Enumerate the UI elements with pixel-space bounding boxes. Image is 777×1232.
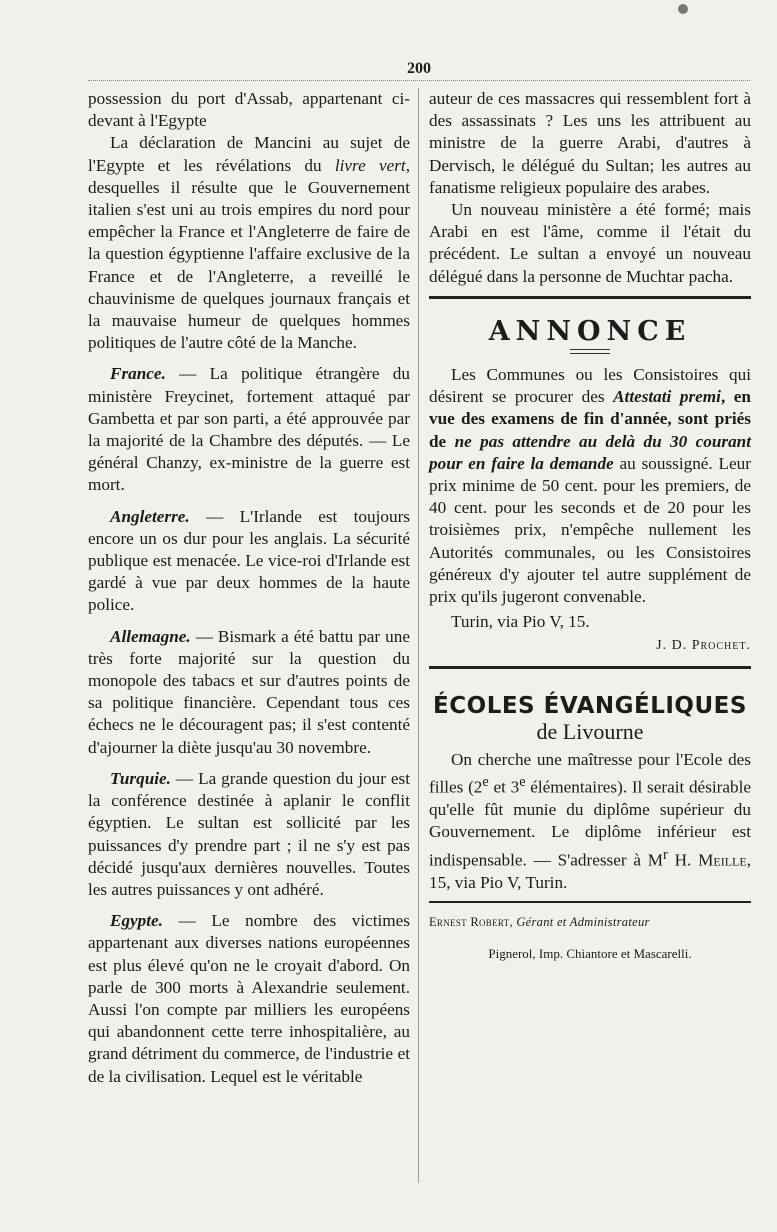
annonce-italic: Attestati premi xyxy=(613,387,721,407)
ecoles-text-part: On cherche une maîtresse pour l'Ecole des filles (2 xyxy=(429,750,751,798)
gerant-name: Ernest Robert, xyxy=(429,914,513,929)
news-text: — Bismark a été battu par une très forte majorité sur la question du monopole des tabacs et sur d'autres points de sa politique financière. Cependant tous ces échecs ne le découragent pas; il s'est contenté d'ajourner la diète jusqu'au 30 novembre. xyxy=(88,626,410,757)
ecoles-subtitle: de Livourne xyxy=(536,718,644,744)
ink-smudge xyxy=(678,4,688,14)
gerant-line xyxy=(429,911,751,933)
annonce-text xyxy=(429,364,751,608)
livre-vert-italic: livre vert xyxy=(334,155,406,175)
imprint-line: Pignerol, Imp. Chiantore et Mascarelli. xyxy=(488,945,692,961)
country-heading: Angleterre. xyxy=(110,506,190,526)
news-item-allemagne xyxy=(88,626,410,759)
annonce-text-part: Les Communes ou les Consistoires qui désirent se procurer des xyxy=(429,365,751,407)
country-heading: France. xyxy=(110,364,166,384)
paragraph-text: La déclaration de Mancini au sujet de l'Egypte et les révélations du xyxy=(88,133,410,175)
annonce-address: Turin, via Pio V, 15. xyxy=(451,612,590,632)
contact-name: Meille xyxy=(698,850,747,870)
news-item-egypte xyxy=(88,910,410,1088)
section-rule xyxy=(429,296,751,299)
continued-paragraph: auteur de ces massacres qui ressemblent fort à des assassinats ? Les uns les attribuent au ministre de la guerre Arabi, d'autres à Dervisch, le délégué du Sultan; les autres au fanatisme religieux populaire des arabes. xyxy=(429,89,751,197)
annonce-bold: , en vue des examens de fin d'année, sont priés de xyxy=(429,387,751,451)
superscript: e xyxy=(482,774,489,791)
continued-paragraph: possession du port d'Assab, appartenant ci-devant à l'Egypte xyxy=(88,89,410,131)
country-heading: Turquie. xyxy=(110,768,171,788)
section-rule xyxy=(429,666,751,669)
annonce-text-part: au soussigné. Leur prix minime de 50 cent. pour les premiers, de 40 cent. pour les seconds et de 20 pour les troisièmes prix, n'empêche nullement les Autorités communales, ou les Consistoires généreux d'y ajouter tel autre supplément de prix qu'ils jugeront convenable. xyxy=(429,453,752,607)
ministere-paragraph: Un nouveau ministère a été formé; mais Arabi en est l'âme, comme il l'était du précédent. Le sultan a envoyé un nouveau délégué dans la personne de Muchtar pacha. xyxy=(429,200,751,286)
news-item-france xyxy=(88,363,410,496)
annonce-title: ANNONCE xyxy=(488,315,692,347)
superscript: e xyxy=(519,774,526,791)
right-column xyxy=(429,88,751,965)
country-heading: Allemagne. xyxy=(110,626,191,646)
news-text: — Le nombre des victimes appartenant aux diverses nations européennes est plus élevé qu'on ne le croyait d'abord. On parle de 300 morts à Alexandrie seulement. Aussi l'on compte par milliers les européens qui abandonnent cette terre inhospitalière, au grand détriment du commerce, de l'industrie et de la civilisation. Lequel est le véritable xyxy=(88,911,410,1086)
ecoles-text-part: et 3 xyxy=(488,778,520,798)
footer-rule xyxy=(429,901,751,903)
ecoles-text-part: H. xyxy=(667,850,699,870)
ecoles-title: ÉCOLES ÉVANGÉLIQUES xyxy=(433,692,747,719)
paragraph-text: , desquelles il résulte que le Gouvernement italien s'est uni au trois empires du nord pour empêcher la France et l'Angleterre de faire de la question égyptienne l'affaire exclusive de la France et de l'Angleterre, a reveillé le chauvinisme de quelques journaux français et la mauvaise humeur de quelques hommes politiques de l'autre côté de la Manche. xyxy=(88,155,410,353)
news-item-angleterre xyxy=(88,506,410,617)
page-number: 200 xyxy=(407,60,431,77)
news-item-turquie xyxy=(88,768,410,901)
news-text: — La grande question du jour est la conférence destinée à aplanir le conflit égyptien. Le sultan est sollicité par les puissances d'y prendre part ; il ne s'y est pas décidé jusqu'aux dernières nouvelles. Toutes les autres puissances y ont adhéré. xyxy=(88,768,410,899)
mancini-paragraph xyxy=(88,132,410,354)
annonce-signature: J. D. Prochet. xyxy=(656,638,751,654)
annonce-italic: ne pas attendre au delà du 30 courant pour en faire la demande xyxy=(429,431,752,473)
ornament-rule xyxy=(570,349,610,354)
page-header xyxy=(88,60,750,81)
country-heading: Egypte. xyxy=(110,911,163,931)
news-text: — L'Irlande est toujours encore un os dur pour les anglais. La sécurité publique est menacée. Le vice-roi d'Irlande est gardé à vue par deux hommes de la haute police. xyxy=(88,506,410,615)
column-divider xyxy=(418,88,419,1183)
news-text: — La politique étrangère du ministère Freycinet, fortement attaqué par Gambetta et par son parti, a été approuvée par la majorité de la Chambre des députés. — Le général Chanzy, ex-ministre de la guerre est mort. xyxy=(88,364,410,495)
superscript: r xyxy=(663,846,668,863)
ecoles-text xyxy=(429,749,751,894)
left-column xyxy=(88,88,410,1088)
ecoles-text-part: , 15, via Pio V, Turin. xyxy=(429,850,751,892)
gerant-role: Gérant et Administrateur xyxy=(512,914,650,929)
ecoles-text-part: élémentaires). Il serait désirable qu'elle fût munie du diplôme supérieur du Gouvernement. Le diplôme inférieur est indispensable. — S'adresser à M xyxy=(429,778,752,870)
